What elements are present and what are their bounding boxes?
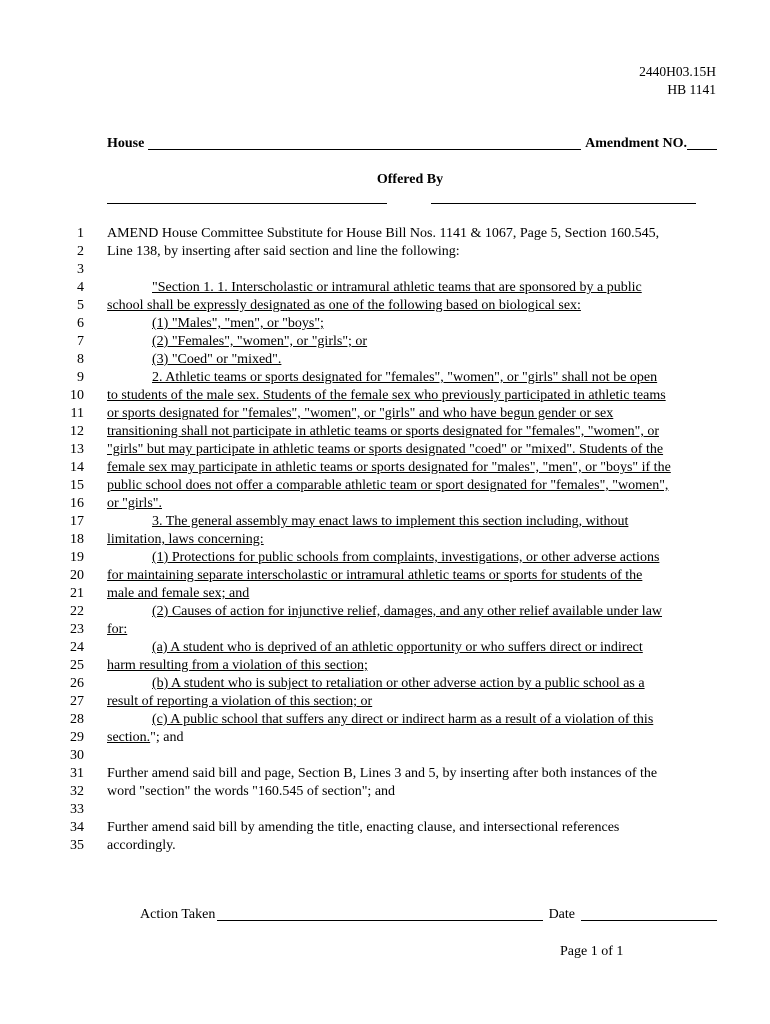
signature-line-left [107,203,387,204]
line-number: 34 [70,820,84,835]
document-line [0,261,770,279]
line-number: 26 [70,676,84,691]
bill-number: HB 1141 [667,82,716,97]
line-number: 23 [70,622,84,637]
line-text [107,297,719,315]
house-amendment-line [107,135,717,153]
line-number: 16 [70,496,84,511]
document-line [0,585,770,603]
line-number: 18 [70,532,84,547]
line-text [107,459,719,477]
line-number: 20 [70,568,84,583]
line-text [152,279,719,297]
line-number: 32 [70,784,84,799]
document-line [0,657,770,675]
line-content: accordingly. [107,838,176,853]
line-number: 1 [77,226,84,241]
line-number: 21 [70,586,84,601]
document-line [0,441,770,459]
line-text [107,765,719,783]
line-number: 10 [70,388,84,403]
line-text [152,369,719,387]
date-label: Date [548,907,575,922]
document-line [0,801,770,819]
document-line [0,423,770,441]
line-content: AMEND House Committee Substitute for House Bill Nos. 1141 & 1067, Page 5, Section 160.545, [107,226,660,241]
inserted-text: (2) "Females", "women", or "girls"; or [152,334,368,349]
document-line [0,279,770,297]
line-number: 4 [77,280,84,295]
line-content: Further amend said bill by amending the title, enacting clause, and intersectional references [107,820,620,835]
line-text [152,603,719,621]
document-line [0,729,770,747]
line-number: 2 [77,244,84,259]
inserted-text: (1) "Males", "men", or "boys"; [152,316,324,331]
inserted-text: public school does not offer a comparable athletic team or sport designated for "females", "women", [107,478,669,493]
document-line [0,459,770,477]
document-line [0,639,770,657]
amendment-number-blank [687,137,717,150]
document-line [0,369,770,387]
house-label: House [107,136,145,151]
line-text [152,333,719,351]
line-text [107,243,719,261]
line-content: word "section" the words "160.545 of section"; and [107,784,396,799]
amendment-label: Amendment NO. [585,136,687,151]
line-text [107,837,719,855]
line-number: 29 [70,730,84,745]
inserted-text: male and female sex; and [107,586,250,601]
line-number: 25 [70,658,84,673]
document-line [0,621,770,639]
line-text [152,711,719,729]
line-content: Further amend said bill and page, Section B, Lines 3 and 5, by inserting after both instances of the [107,766,658,781]
line-text [152,549,719,567]
inserted-text: (c) A public school that suffers any direct or indirect harm as a result of a violation of this [152,712,654,727]
inserted-text: for maintaining separate interscholastic or intramural athletic teams or sports for students of the [107,568,643,583]
line-number: 28 [70,712,84,727]
line-text [152,315,719,333]
inserted-text: transitioning shall not participate in athletic teams or sports designated for "females", "women", or [107,424,659,439]
document-line [0,225,770,243]
line-number: 8 [77,352,84,367]
line-text [152,513,719,531]
line-number: 14 [70,460,84,475]
line-text [107,567,719,585]
line-text [152,351,719,369]
line-text [107,495,719,513]
line-text [107,693,719,711]
document-line [0,603,770,621]
inserted-text: school shall be expressly designated as one of the following based on biological sex: [107,298,581,313]
document-line [0,747,770,765]
line-text [152,675,719,693]
inserted-text: "girls" but may participate in athletic teams or sports designated "coed" or "mixed". Students of the [107,442,664,457]
document-line [0,405,770,423]
document-line [0,243,770,261]
document-line [0,477,770,495]
inserted-text: (1) Protections for public schools from complaints, investigations, or other adverse actions [152,550,660,565]
line-text [107,225,719,243]
inserted-text: limitation, laws concerning: [107,532,264,547]
document-line [0,819,770,837]
line-number: 33 [70,802,84,817]
inserted-text: (3) "Coed" or "mixed". [152,352,282,367]
line-text [152,639,719,657]
page-number: Page 1 of 1 [560,944,624,959]
line-number: 3 [77,262,84,277]
action-taken-label: Action Taken [140,907,216,922]
inserted-text: "Section 1. 1. Interscholastic or intramural athletic teams that are sponsored by a public [152,280,642,295]
line-number: 31 [70,766,84,781]
amendment-body [0,225,770,855]
line-text [107,621,719,639]
inserted-text: (2) Causes of action for injunctive relief, damages, and any other relief available under law [152,604,663,619]
inserted-text: 2. Athletic teams or sports designated for "females", "women", or "girls" shall not be open [152,370,658,385]
document-line [0,711,770,729]
line-text [107,657,719,675]
inserted-text: for: [107,622,128,637]
document-code: 2440H03.15H [639,64,716,79]
line-number: 27 [70,694,84,709]
inserted-text: (a) A student who is deprived of an athletic opportunity or who suffers direct or indirect [152,640,643,655]
document-line [0,765,770,783]
line-number: 5 [77,298,84,313]
line-number: 17 [70,514,84,529]
line-text [107,477,719,495]
inserted-text: section. [107,730,151,745]
line-text [107,585,719,603]
line-text [107,441,719,459]
inserted-text: 3. The general assembly may enact laws to implement this section including, without [152,514,629,529]
inserted-text: result of reporting a violation of this section; or [107,694,373,709]
line-number: 30 [70,748,84,763]
document-line [0,837,770,855]
line-text [107,423,719,441]
document-line [0,333,770,351]
signature-line-right [431,203,696,204]
line-content: Line 138, by inserting after said section and line the following: [107,244,460,259]
document-line [0,315,770,333]
date-blank [581,908,717,921]
action-taken-blank [217,908,542,921]
document-line [0,783,770,801]
document-line [0,675,770,693]
document-line [0,387,770,405]
line-number: 6 [77,316,84,331]
inserted-text: harm resulting from a violation of this section; [107,658,368,673]
inserted-text: female sex may participate in athletic teams or sports designated for "males", "men", or "boys" if the [107,460,671,475]
line-number: 11 [70,406,84,421]
inserted-text: (b) A student who is subject to retaliation or other adverse action by a public school as a [152,676,645,691]
line-number: 35 [70,838,84,853]
inserted-text: or sports designated for "females", "women", or "girls" and who have begun gender or sex [107,406,614,421]
line-tail: "; and [150,730,184,745]
line-number: 9 [77,370,84,385]
line-text [107,783,719,801]
offered-by-heading: Offered By [376,172,444,187]
inserted-text: to students of the male sex. Students of the female sex who previously participated in athletic teams [107,388,666,403]
document-line [0,513,770,531]
line-number: 24 [70,640,84,655]
document-line [0,567,770,585]
action-taken-line [140,906,717,924]
document-line [0,495,770,513]
line-number: 15 [70,478,84,493]
line-number: 13 [70,442,84,457]
house-blank [148,137,581,150]
document-line [0,549,770,567]
line-text [107,387,719,405]
document-line [0,297,770,315]
line-number: 7 [77,334,84,349]
line-number: 12 [70,424,84,439]
inserted-text: or "girls". [107,496,162,511]
line-text [107,729,719,747]
line-text [107,405,719,423]
document-line [0,693,770,711]
document-line [0,351,770,369]
line-number: 19 [70,550,84,565]
line-text [107,531,719,549]
line-text [107,819,719,837]
document-line [0,531,770,549]
line-number: 22 [70,604,84,619]
